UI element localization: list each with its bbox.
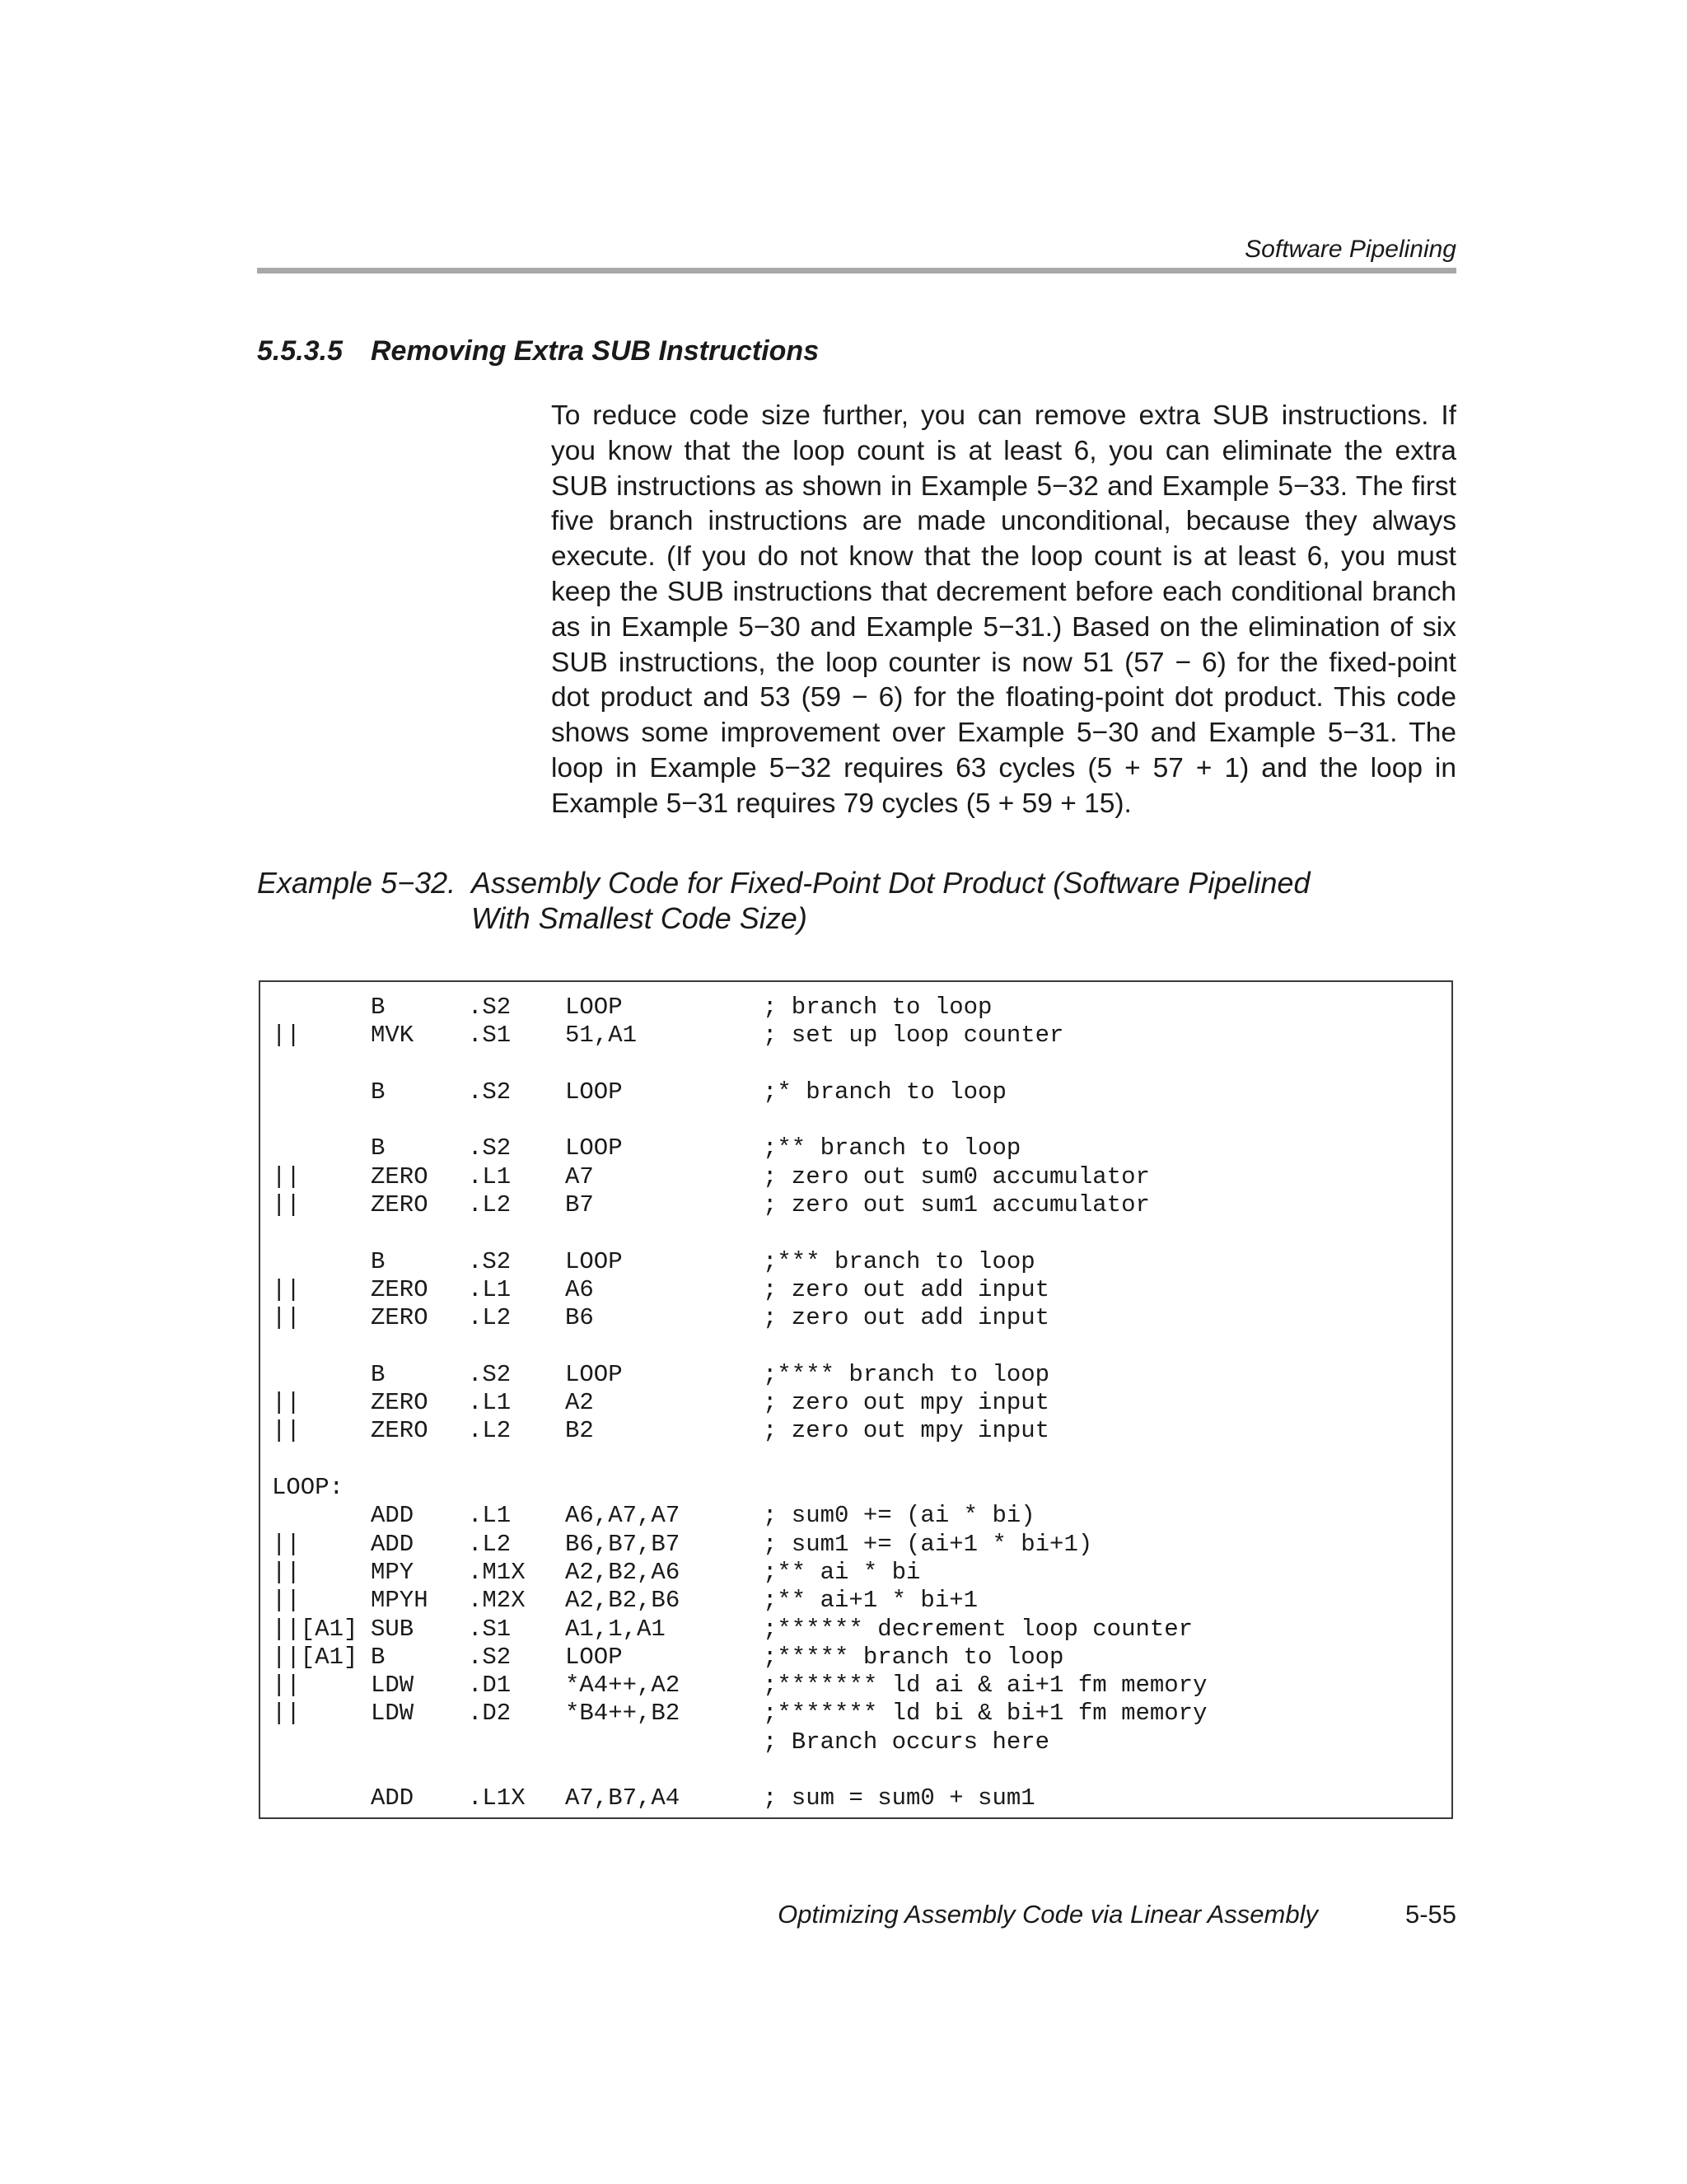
- code-comment: ;** ai * bi: [763, 1558, 921, 1586]
- code-comment: ; sum0 += (ai * bi): [763, 1502, 1035, 1530]
- code-operands: B6: [565, 1304, 594, 1332]
- code-opcode: B: [371, 1643, 386, 1671]
- code-unit: .D2: [468, 1700, 512, 1728]
- code-unit: .L1: [468, 1389, 512, 1417]
- code-line: [260, 1191, 1451, 1219]
- code-line: [260, 1616, 1451, 1644]
- code-operands: B6,B7,B7: [565, 1530, 680, 1558]
- example-number: Example 5−32.: [257, 866, 456, 900]
- code-opcode: ZERO: [371, 1304, 428, 1332]
- code-unit: .S2: [468, 994, 512, 1021]
- code-line: [260, 1474, 1451, 1502]
- code-opcode: ADD: [371, 1502, 414, 1530]
- code-prefix: ||: [272, 1304, 301, 1332]
- code-opcode: ZERO: [371, 1275, 428, 1303]
- code-line: [260, 1276, 1451, 1304]
- code-comment: ; zero out add input: [763, 1275, 1050, 1303]
- code-unit: .S2: [468, 1360, 512, 1388]
- code-unit: .S2: [468, 1134, 512, 1162]
- code-comment: ;***** branch to loop: [763, 1643, 1064, 1671]
- code-operands: LOOP: [565, 994, 623, 1021]
- code-operands: A1,1,A1: [565, 1615, 666, 1643]
- code-operands: A2,B2,A6: [565, 1558, 680, 1586]
- code-unit: .L1: [468, 1275, 512, 1303]
- code-opcode: ZERO: [371, 1191, 428, 1219]
- code-line: [260, 1248, 1451, 1276]
- code-comment: ;** branch to loop: [763, 1134, 1021, 1162]
- code-line: [260, 1022, 1451, 1050]
- code-opcode: ZERO: [371, 1417, 428, 1445]
- code-comment: ; zero out mpy input: [763, 1389, 1050, 1417]
- code-prefix: ||: [272, 1587, 301, 1615]
- code-prefix: ||: [272, 1558, 301, 1586]
- code-opcode: MVK: [371, 1022, 414, 1050]
- code-comment: ; zero out add input: [763, 1304, 1050, 1332]
- code-line: [260, 1389, 1451, 1417]
- code-line: [260, 1502, 1451, 1530]
- code-unit: .S2: [468, 1643, 512, 1671]
- code-opcode: LDW: [371, 1700, 414, 1728]
- section-heading: [257, 333, 1456, 369]
- code-line: [260, 1587, 1451, 1615]
- code-unit: .L2: [468, 1530, 512, 1558]
- code-operands: A2: [565, 1389, 594, 1417]
- code-opcode: B: [371, 1247, 386, 1275]
- code-line: [260, 1531, 1451, 1559]
- code-comment: ; zero out sum0 accumulator: [763, 1162, 1150, 1190]
- code-prefix: ||: [272, 1275, 301, 1303]
- code-line: [260, 1700, 1451, 1728]
- code-unit: .L1X: [468, 1784, 526, 1812]
- code-operands: B7: [565, 1191, 594, 1219]
- code-operands: *A4++,A2: [565, 1672, 680, 1700]
- code-comment: ; Branch occurs here: [763, 1728, 1050, 1756]
- code-line: [260, 1163, 1451, 1191]
- section-number: 5.5.3.5: [257, 335, 343, 367]
- code-line: [260, 1361, 1451, 1389]
- code-comment: ;**** branch to loop: [763, 1360, 1050, 1388]
- code-comment: ;******* ld bi & bi+1 fm memory: [763, 1700, 1208, 1728]
- code-operands: A7,B7,A4: [565, 1784, 680, 1812]
- code-opcode: ZERO: [371, 1389, 428, 1417]
- code-line: [260, 994, 1451, 1022]
- code-operands: A2,B2,B6: [565, 1587, 680, 1615]
- footer-title: Optimizing Assembly Code via Linear Assembly: [778, 1900, 1318, 1929]
- code-line: [260, 1333, 1451, 1361]
- code-comment: ; zero out mpy input: [763, 1417, 1050, 1445]
- code-unit: .S2: [468, 1078, 512, 1106]
- code-unit: .L1: [468, 1162, 512, 1190]
- code-operands: LOOP: [565, 1643, 623, 1671]
- code-comment: ; zero out sum1 accumulator: [763, 1191, 1150, 1219]
- code-line: [260, 1756, 1451, 1784]
- code-opcode: B: [371, 994, 386, 1021]
- code-line: [260, 1417, 1451, 1445]
- code-prefix: ||: [272, 1530, 301, 1558]
- code-prefix: ||: [272, 1672, 301, 1700]
- code-comment: ; branch to loop: [763, 994, 993, 1021]
- code-line: [260, 1446, 1451, 1474]
- code-listing: [259, 980, 1453, 1819]
- code-operands: 51,A1: [565, 1022, 638, 1050]
- code-opcode: ZERO: [371, 1162, 428, 1190]
- code-opcode: B: [371, 1078, 386, 1106]
- code-opcode: MPY: [371, 1558, 414, 1586]
- code-operands: LOOP: [565, 1134, 623, 1162]
- code-operands: A6: [565, 1275, 594, 1303]
- code-line: [260, 1304, 1451, 1332]
- code-line: [260, 1078, 1451, 1106]
- code-unit: .S2: [468, 1247, 512, 1275]
- section-title: Removing Extra SUB Instructions: [371, 335, 820, 367]
- code-opcode: MPYH: [371, 1587, 428, 1615]
- code-operands: LOOP: [565, 1247, 623, 1275]
- code-operands: B2: [565, 1417, 594, 1445]
- code-operands: LOOP: [565, 1078, 623, 1106]
- code-line: [260, 1050, 1451, 1078]
- code-lines: [260, 994, 1451, 1813]
- code-prefix: ||: [272, 1389, 301, 1417]
- code-comment: ;******* ld ai & ai+1 fm memory: [763, 1672, 1208, 1700]
- code-unit: .S1: [468, 1615, 512, 1643]
- code-comment: ; sum1 += (ai+1 * bi+1): [763, 1530, 1093, 1558]
- code-opcode: B: [371, 1360, 386, 1388]
- code-line: [260, 1784, 1451, 1812]
- code-unit: .L2: [468, 1417, 512, 1445]
- code-comment: ;* branch to loop: [763, 1078, 1007, 1106]
- code-opcode: ADD: [371, 1530, 414, 1558]
- code-prefix: ||: [272, 1191, 301, 1219]
- code-comment: ; set up loop counter: [763, 1022, 1064, 1050]
- code-prefix: ||: [272, 1417, 301, 1445]
- code-prefix: ||: [272, 1700, 301, 1728]
- code-prefix: ||: [272, 1162, 301, 1190]
- code-opcode: ADD: [371, 1784, 414, 1812]
- code-unit: .L1: [468, 1502, 512, 1530]
- code-opcode: LDW: [371, 1672, 414, 1700]
- code-line: [260, 1559, 1451, 1587]
- running-header: Software Pipelining: [1245, 236, 1456, 263]
- code-line: [260, 1219, 1451, 1247]
- code-comment: ; sum = sum0 + sum1: [763, 1784, 1035, 1812]
- code-comment: ;****** decrement loop counter: [763, 1615, 1194, 1643]
- code-comment: ;*** branch to loop: [763, 1247, 1035, 1275]
- code-line: [260, 1728, 1451, 1756]
- code-prefix: ||[A1]: [272, 1615, 358, 1643]
- code-opcode: B: [371, 1134, 386, 1162]
- code-prefix: LOOP:: [272, 1474, 344, 1502]
- code-operands: LOOP: [565, 1360, 623, 1388]
- page-number: 5-55: [1404, 1900, 1456, 1929]
- code-line: [260, 1134, 1451, 1162]
- code-unit: .M2X: [468, 1587, 526, 1615]
- code-unit: .M1X: [468, 1558, 526, 1586]
- code-unit: .L2: [468, 1304, 512, 1332]
- code-unit: .D1: [468, 1672, 512, 1700]
- code-operands: A6,A7,A7: [565, 1502, 680, 1530]
- code-operands: *B4++,B2: [565, 1700, 680, 1728]
- example-caption: [257, 865, 1456, 936]
- body-paragraph: To reduce code size further, you can remove extra SUB instructions. If you know that the loop count is at least 6, you can eliminate the extra SUB instructions as shown in Example 5−32 and Example 5−33. The first five branch instructions are made unconditional, because they always execute. (If you do not know that the loop count is at least 6, you must keep the SUB instructions that decrement before each conditional branch as in Example 5−30 and Example 5−31.) Based on the elimination of six SUB instructions, the loop counter is now 51 (57 − 6) for the fixed-point dot product and 53 (59 − 6) for the floating-point dot product. This code shows some improvement over Example 5−30 and Example 5−31. The loop in Example 5−32 requires 63 cycles (5 + 57 + 1) and the loop in Example 5−31 requires 79 cycles (5 + 59 + 15).: [551, 400, 1456, 819]
- code-prefix: ||: [272, 1022, 301, 1050]
- code-line: [260, 1106, 1451, 1134]
- example-title: Assembly Code for Fixed-Point Dot Product (Software Pipelined With Smallest Code Size): [471, 866, 1311, 935]
- code-operands: A7: [565, 1162, 594, 1190]
- code-opcode: SUB: [371, 1615, 414, 1643]
- header-rule: [257, 268, 1456, 274]
- code-line: [260, 1644, 1451, 1672]
- code-prefix: ||[A1]: [272, 1643, 358, 1671]
- code-line: [260, 1672, 1451, 1700]
- code-comment: ;** ai+1 * bi+1: [763, 1587, 979, 1615]
- code-unit: .S1: [468, 1022, 512, 1050]
- code-unit: .L2: [468, 1191, 512, 1219]
